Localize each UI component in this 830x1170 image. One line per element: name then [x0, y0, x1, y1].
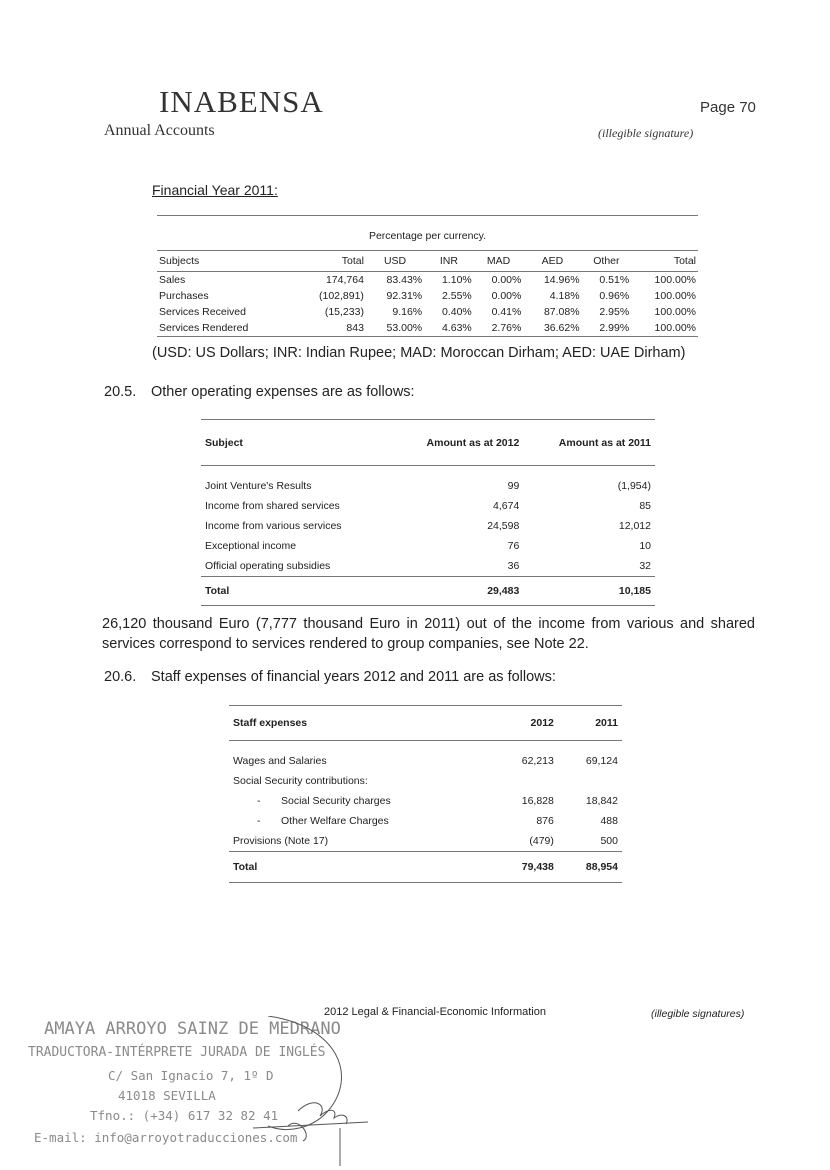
table-row — [229, 791, 622, 811]
column-header: Amount as at 2012 — [391, 420, 523, 466]
table-cell: Purchases — [159, 290, 209, 302]
table-row — [157, 320, 698, 337]
table-cell: 174,764 — [325, 274, 364, 286]
table-cell: Sales — [159, 274, 186, 286]
table-cell — [229, 811, 494, 831]
total-row — [201, 577, 655, 606]
section-title: Staff expenses of financial years 2012 and 2011 are as follows: — [151, 669, 556, 685]
table-cell: 4.18% — [549, 290, 580, 302]
table-cell: Income from various services — [205, 520, 342, 532]
currency-legend: (USD: US Dollars; INR: Indian Rupee; MAD: Moroccan Dirham; AED: UAE Dirham) — [152, 345, 686, 361]
table-row — [157, 288, 698, 304]
table-cell: 876 — [536, 815, 554, 827]
stamp-line: C/ San Ignacio 7, 1º D — [108, 1068, 274, 1083]
table-row — [157, 304, 698, 320]
table-row — [201, 536, 655, 556]
stamp-line: E-mail: info@arroyotraducciones.com — [34, 1130, 298, 1145]
table-row — [229, 831, 622, 852]
services-paragraph: 26,120 thousand Euro (7,777 thousand Euro in 2011) out of the income from various and shared services correspond to services rendered to group companies, see Note 22. — [102, 616, 755, 652]
document-subtitle: Annual Accounts — [104, 122, 215, 139]
stamp-line: TRADUCTORA-INTÉRPRETE JURADA DE INGLÉS — [28, 1045, 326, 1060]
footer-text: 2012 Legal & Financial-Economic Information — [324, 1006, 546, 1018]
table-cell: Total — [229, 852, 494, 883]
table-cell: 4.63% — [424, 320, 474, 337]
currency-table — [157, 215, 698, 337]
column-header: Total — [631, 251, 698, 272]
section-number: 20.6. — [104, 669, 137, 685]
table-cell: Exceptional income — [205, 540, 297, 552]
table-row — [229, 741, 622, 772]
table-cell: (479) — [529, 835, 554, 847]
staff-expenses-table — [229, 705, 622, 883]
table-cell: 62,213 — [521, 755, 554, 767]
row-label: Other Welfare Charges — [281, 815, 389, 827]
table-cell: 9.16% — [392, 306, 423, 318]
table-cell: Income from shared services — [205, 500, 340, 512]
table-cell: Wages and Salaries — [233, 755, 327, 767]
table-cell: 488 — [600, 815, 618, 827]
table-cell: 100.00% — [654, 290, 696, 302]
table-cell: 99 — [507, 480, 520, 492]
column-header: Subject — [201, 420, 391, 466]
table-cell: 53.00% — [366, 320, 424, 337]
table-cell: 92.31% — [386, 290, 423, 302]
table-cell — [229, 791, 494, 811]
table-cell: 10 — [639, 540, 651, 552]
table-cell: Provisions (Note 17) — [233, 835, 329, 847]
table-cell: 4,674 — [493, 500, 520, 512]
translator-stamp — [28, 1016, 368, 1166]
table-cell: Total — [201, 577, 391, 606]
table-cell: 32 — [639, 560, 651, 572]
column-header: Amount as at 2011 — [523, 420, 655, 466]
bullet-dash: - — [257, 795, 261, 807]
table-cell: 87.08% — [543, 306, 580, 318]
company-logo: INABENSA — [159, 84, 324, 119]
column-header: 2011 — [558, 706, 622, 741]
table-cell: 100.00% — [654, 274, 696, 286]
column-header: Subjects — [157, 251, 294, 272]
table-cell: 2.99% — [582, 320, 632, 337]
table-cell: 2.76% — [474, 320, 524, 337]
table-cell: (102,891) — [318, 290, 364, 302]
table-cell: 79,438 — [494, 852, 558, 883]
column-header: AED — [523, 251, 581, 272]
table-cell: Services Received — [159, 306, 246, 318]
column-header: Other — [582, 251, 632, 272]
table-cell: 18,842 — [585, 795, 618, 807]
currency-table-caption: Percentage per currency. — [157, 216, 698, 251]
table-cell: 10,185 — [523, 577, 655, 606]
table-cell: 0.00% — [491, 274, 522, 286]
table-cell: 100.00% — [631, 320, 698, 337]
table-cell: 12,012 — [618, 520, 651, 532]
table-cell: 0.40% — [441, 306, 472, 318]
table-row — [229, 771, 622, 791]
table-cell: 0.51% — [599, 274, 630, 286]
column-header: USD — [366, 251, 424, 272]
table-cell: 69,124 — [585, 755, 618, 767]
section-title: Other operating expenses are as follows: — [151, 384, 415, 400]
table-cell: (1,954) — [617, 480, 651, 492]
total-row — [229, 852, 622, 883]
table-cell: 843 — [294, 320, 366, 337]
page-number: Page 70 — [700, 99, 756, 116]
table-cell: 83.43% — [386, 274, 423, 286]
stamp-line: 41018 SEVILLA — [118, 1088, 216, 1103]
column-header: INR — [424, 251, 474, 272]
table-cell: 500 — [600, 835, 618, 847]
table-cell: 2.95% — [599, 306, 630, 318]
table-cell: 1.10% — [441, 274, 472, 286]
table-row — [157, 272, 698, 289]
table-header-row — [157, 251, 698, 272]
table-cell: 36 — [507, 560, 520, 572]
table-cell: 29,483 — [391, 577, 523, 606]
signature-note: (illegible signature) — [598, 126, 694, 140]
column-header: MAD — [474, 251, 524, 272]
stamp-line: AMAYA ARROYO SAINZ DE MEDRANO — [44, 1019, 341, 1039]
table-cell: 0.00% — [491, 290, 522, 302]
column-header: Staff expenses — [229, 706, 494, 741]
section-205-heading — [104, 384, 415, 400]
table-row — [201, 556, 655, 577]
table-cell: 2.55% — [441, 290, 472, 302]
table-header-row — [229, 706, 622, 741]
table-header-row — [201, 420, 655, 466]
table-cell: 0.41% — [491, 306, 522, 318]
table-cell: Services Rendered — [157, 320, 294, 337]
bullet-dash: - — [257, 815, 261, 827]
row-label: Social Security charges — [281, 795, 391, 807]
financial-year-title: Financial Year 2011: — [152, 182, 278, 198]
stamp-line: Tfno.: (+34) 617 32 82 41 — [90, 1108, 279, 1123]
table-cell: 100.00% — [654, 306, 696, 318]
table-cell: 0.96% — [599, 290, 630, 302]
table-cell: Joint Venture's Results — [205, 480, 312, 492]
table-row — [201, 516, 655, 536]
section-206-heading — [104, 669, 556, 685]
table-cell: 16,828 — [521, 795, 554, 807]
table-cell: Official operating subsidies — [205, 560, 331, 572]
table-cell: Social Security contributions: — [233, 775, 368, 787]
table-row — [229, 811, 622, 831]
footer-signatures: (illegible signatures) — [651, 1008, 745, 1020]
table-row — [201, 466, 655, 497]
table-cell: 85 — [639, 500, 651, 512]
table-cell: 88,954 — [558, 852, 622, 883]
table-row — [201, 496, 655, 516]
column-header: Total — [294, 251, 366, 272]
table-cell: 76 — [507, 540, 520, 552]
table-cell: (15,233) — [324, 306, 364, 318]
other-expenses-table — [201, 419, 655, 606]
column-header: 2012 — [494, 706, 558, 741]
table-cell: 24,598 — [487, 520, 520, 532]
table-cell: 14.96% — [543, 274, 580, 286]
section-number: 20.5. — [104, 384, 137, 400]
table-cell: 36.62% — [523, 320, 581, 337]
